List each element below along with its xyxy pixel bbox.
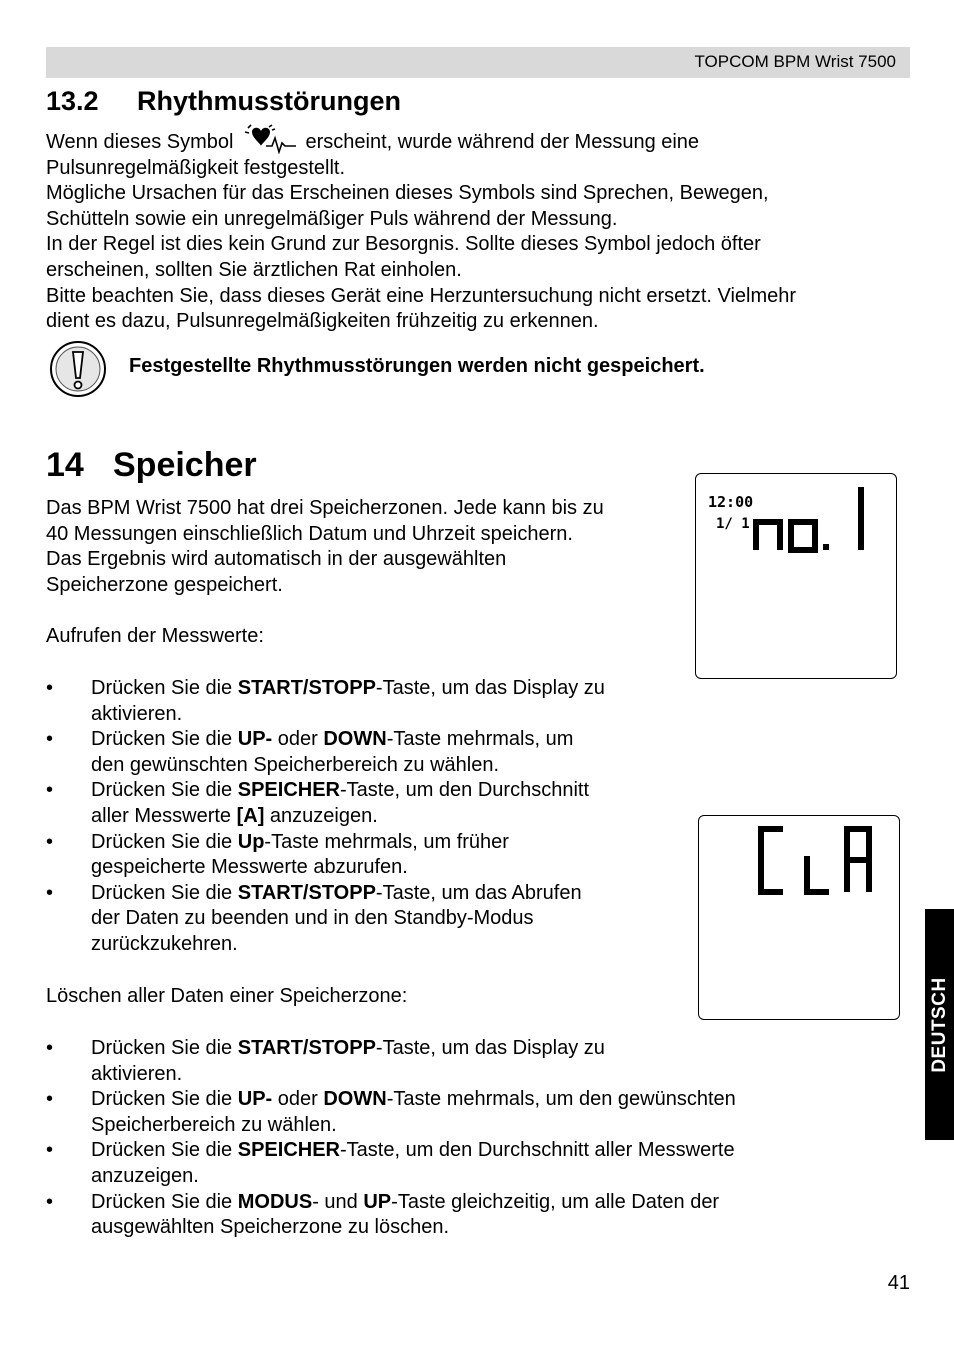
bullet: • [46, 728, 54, 751]
lcd-memory-display [695, 473, 897, 679]
paragraph-text: Das BPM Wrist 7500 hat drei Speicherzonen. Jede kann bis zu [46, 497, 604, 519]
paragraph-text: Mögliche Ursachen für das Erscheinen dieses Symbols sind Sprechen, Bewegen, [46, 182, 769, 205]
paragraph-text: Bitte beachten Sie, dass dieses Gerät eine Herzuntersuchung nicht ersetzt. Vielmehr [46, 284, 797, 307]
language-tab-label: DEUTSCH [928, 976, 950, 1073]
warning-text: Festgestellte Rhythmusstörungen werden nicht gespeichert. [129, 355, 705, 377]
section-text [46, 124, 796, 335]
heart-irregular-pulse-icon [242, 124, 298, 154]
chapter-number: 14 [46, 446, 84, 484]
list-item: • Drücken Sie die SPEICHER-Taste, um den Durchschnitt aller Messwerte anzuzeigen. [46, 1139, 735, 1187]
bullet: • [46, 830, 54, 853]
lcd-clear-graphic [699, 816, 899, 1019]
page-number: 41 [887, 1272, 910, 1294]
lcd-time: 12:00 [708, 493, 754, 511]
paragraph-text: Wenn dieses Symbol [46, 131, 234, 153]
bullet: • [46, 881, 54, 904]
list-item: • Drücken Sie die START/STOPP-Taste, um das Display zu aktivieren. [46, 677, 605, 725]
language-tab [925, 909, 954, 1140]
header-bar [46, 47, 910, 78]
section-heading [46, 84, 401, 118]
paragraph-text: erscheinen, sollten Sie ärztlichen Rat einholen. [46, 258, 462, 281]
delete-heading: Löschen aller Daten einer Speicherzone: [46, 985, 408, 1007]
paragraph-text: Das Ergebnis wird automatisch in der ausgewählten [46, 548, 507, 571]
lcd-main-cla [761, 829, 869, 892]
paragraph-text: Schütteln sowie ein unregelmäßiger Puls während der Messung. [46, 207, 618, 230]
lcd-main-no1 [756, 487, 861, 550]
paragraph-text: Speicherzone gespeichert. [46, 573, 283, 596]
list-item: • Drücken Sie die UP- oder DOWN-Taste mehrmals, um den gewünschten Speicherbereich zu wählen. [46, 1088, 736, 1136]
paragraph-text: In der Regel ist dies kein Grund zur Besorgnis. Sollte dieses Symbol jedoch öfter [46, 233, 761, 256]
paragraph-text: erscheint, wurde während der Messung eine [305, 131, 700, 153]
document-title: TOPCOM BPM Wrist 7500 [694, 52, 896, 71]
list-item: • Drücken Sie die Up-Taste mehrmals, um früher gespeicherte Messwerte abzurufen. [46, 830, 509, 879]
bullet: • [46, 677, 54, 699]
chapter-title: Speicher [113, 446, 257, 484]
chapter-intro [46, 496, 676, 598]
paragraph-text: Pulsunregelmäßigkeit festgestellt. [46, 156, 346, 179]
list-item: • Drücken Sie die UP- oder DOWN-Taste mehrmals, um den gewünschten Speicherbereich zu wählen. [46, 728, 574, 776]
chapter-heading [46, 444, 257, 486]
bullet: • [46, 779, 54, 802]
recall-heading: Aufrufen der Messwerte: [46, 625, 264, 647]
bullet: • [46, 1139, 54, 1162]
bullet: • [46, 1037, 54, 1059]
list-item: • Drücken Sie die MODUS- und UP-Taste gleichzeitig, um alle Daten der ausgewählten Speicherzone zu löschen. [46, 1190, 720, 1239]
lcd-memory-graphic [696, 474, 896, 678]
section-title: Rhythmusstörungen [137, 86, 402, 116]
warning-exclamation-icon [49, 340, 107, 398]
list-item: • Drücken Sie die SPEICHER-Taste, um den Durchschnitt aller Messwerte [A] anzuzeigen. [46, 779, 589, 827]
paragraph-text: 40 Messungen einschließlich Datum und Uhrzeit speichern. [46, 522, 573, 545]
recall-steps-list [46, 676, 686, 958]
bullet: • [46, 1088, 54, 1111]
lcd-clear-display [698, 815, 900, 1020]
delete-steps-list [46, 1036, 846, 1241]
list-item: • Drücken Sie die START/STOPP-Taste, um das Display zu aktivieren. [46, 1037, 605, 1085]
list-item: • Drücken Sie die START/STOPP-Taste, um das Abrufen der Daten zu beenden und in den Standby-Modus zurückzukehren. [46, 881, 582, 955]
section-number: 13.2 [46, 86, 99, 116]
lcd-date: 1/ 1 [716, 516, 750, 532]
bullet: • [46, 1190, 54, 1213]
paragraph-text: dient es dazu, Pulsunregelmäßigkeiten frühzeitig zu erkennen. [46, 310, 599, 333]
